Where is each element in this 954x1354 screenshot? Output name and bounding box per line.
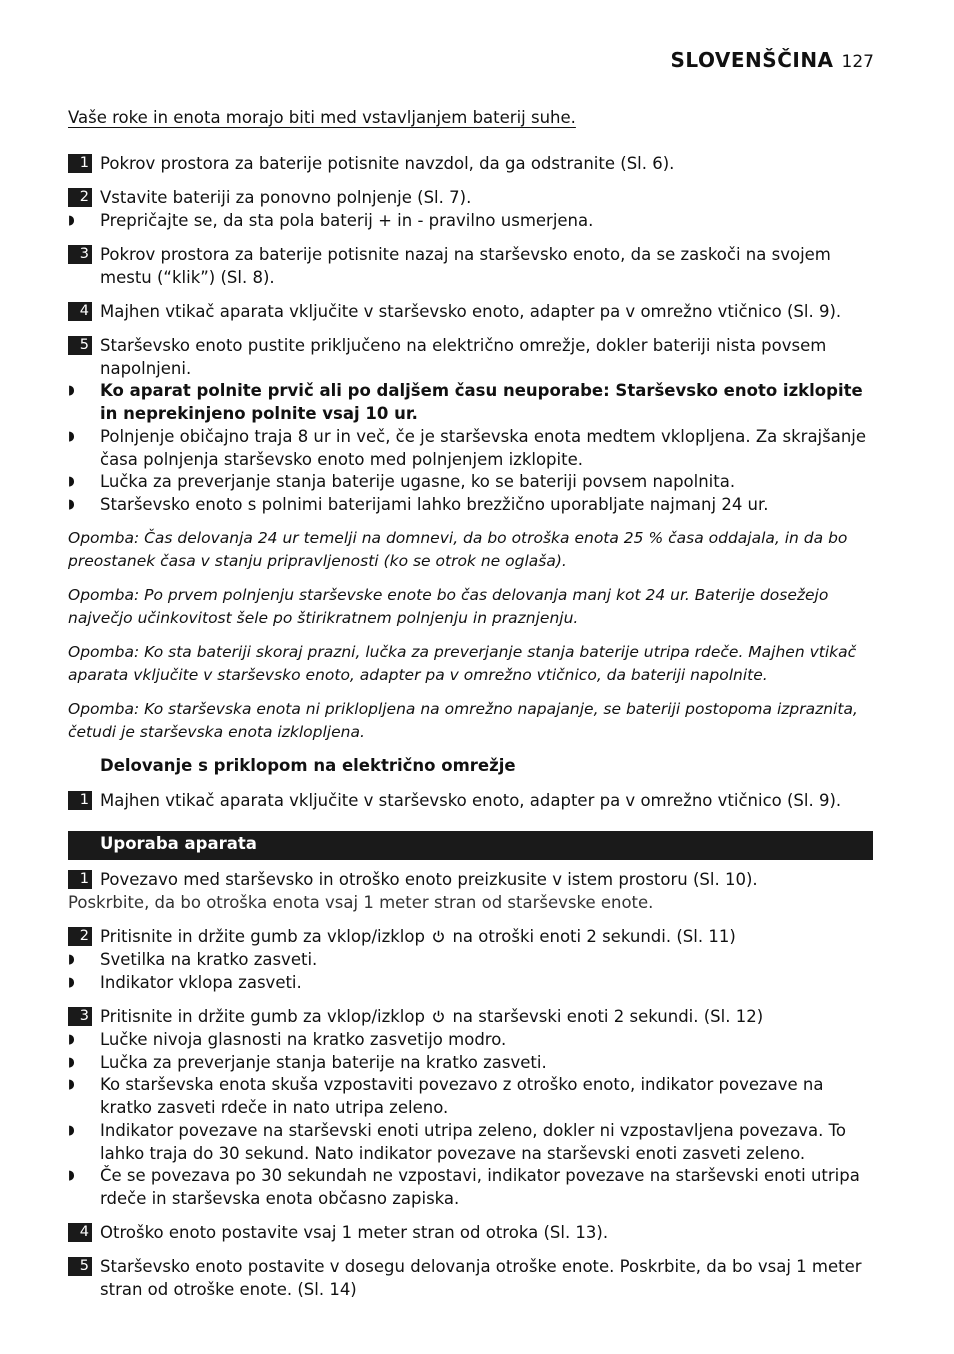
step-text-pre: Pritisnite in držite gumb za vklop/izklop <box>100 927 425 946</box>
list-item <box>68 1119 873 1165</box>
note-line2: aparata vključite v starševsko enoto, adapter pa v omrežno vtičnico, da bateriji napolnite. <box>68 666 768 684</box>
bullet-text-line1: Polnjenje običajno traja 8 ur in več, če je starševska enota medtem vklopljena. Za skrajšanje <box>100 427 867 446</box>
step-number: 4 <box>68 1223 92 1242</box>
bullet-triangle-icon: ◗ <box>68 1123 75 1138</box>
bullet-triangle-icon: ◗ <box>68 1168 75 1183</box>
step-text-line2: stran od otroške enote. (Sl. 14) <box>100 1280 357 1299</box>
list-item <box>68 1073 873 1119</box>
use-step-3 <box>68 1005 873 1028</box>
step-5 <box>68 334 873 380</box>
step-text-line1: Starševsko enoto pustite priključeno na električno omrežje, dokler bateriji nista povsem <box>100 336 827 355</box>
bullet-triangle-icon: ◗ <box>68 383 75 398</box>
step-2 <box>68 186 873 209</box>
bullet-text-line1: Ko starševska enota skuša vzpostaviti povezavo z otroško enoto, indikator povezave na <box>100 1075 824 1094</box>
step-number: 5 <box>68 1257 92 1276</box>
step-text-pre: Pritisnite in držite gumb za vklop/izklop <box>100 1007 425 1026</box>
bullet-text-line2: in neprekinjeno polnite vsaj 10 ur. <box>100 404 418 423</box>
bullet-triangle-icon: ◗ <box>68 497 75 512</box>
list-item <box>68 971 873 994</box>
note-4 <box>68 698 873 744</box>
bullet-triangle-icon: ◗ <box>68 1055 75 1070</box>
bullet-text-line2: lahko traja do 30 sekund. Nato indikator povezave na starševski enoti zasveti zeleno. <box>100 1144 806 1163</box>
mains-step-1 <box>68 789 873 812</box>
step-number: 4 <box>68 302 92 321</box>
step-number: 3 <box>68 1007 92 1026</box>
list-item <box>68 209 873 232</box>
step-text: Pokrov prostora za baterije potisnite navzdol, da ga odstranite (Sl. 6). <box>100 154 675 173</box>
bullet-text: Svetilka na kratko zasveti. <box>100 950 318 969</box>
step-text: Povezavo med starševsko in otroško enoto preizkusite v istem prostoru (Sl. 10). <box>100 870 758 889</box>
note-3 <box>68 641 873 687</box>
step-number: 2 <box>68 927 92 946</box>
list-item <box>68 493 873 516</box>
bullet-text-line1: Indikator povezave na starševski enoti utripa zeleno, dokler ni vzpostavljena povezava. To <box>100 1121 846 1140</box>
note-line2: preostanek časa v stanju pripravljenosti (ko se otrok ne oglaša). <box>68 552 567 570</box>
bullet-triangle-icon: ◗ <box>68 952 75 967</box>
step-text: Majhen vtikač aparata vključite v starševsko enoto, adapter pa v omrežno vtičnico (Sl. 9). <box>100 302 842 321</box>
step-text <box>100 1005 873 1028</box>
bullet-triangle-icon: ◗ <box>68 429 75 444</box>
step-1 <box>68 152 873 175</box>
bullet-text-line2: rdeče in starševska enota občasno zapiska. <box>100 1189 460 1208</box>
use-step-2 <box>68 925 873 948</box>
bullet-text: Lučka za preverjanje stanja baterije ugasne, ko se bateriji povsem napolnita. <box>100 472 736 491</box>
bullet-triangle-icon: ◗ <box>68 1077 75 1092</box>
bullet-text: Lučke nivoja glasnosti na kratko zasvetijo modro. <box>100 1030 507 1049</box>
note-line2: četudi je starševska enota izklopljena. <box>68 723 365 741</box>
list-item <box>68 1028 873 1051</box>
note-line1: Opomba: Ko sta bateriji skoraj prazni, lučka za preverjanje stanja baterije utripa rdeče. Majhen vtikač <box>68 643 857 661</box>
step-text-line1: Starševsko enoto postavite v dosegu delovanja otroške enote. Poskrbite, da bo vsaj 1 meter <box>100 1257 862 1276</box>
use-step-4 <box>68 1221 873 1244</box>
bullet-triangle-icon: ◗ <box>68 213 75 228</box>
note-line2: največjo učinkovitost šele po štirikratnem polnjenju in praznjenju. <box>68 609 579 627</box>
step-number: 1 <box>68 154 92 173</box>
page-number: 127 <box>841 52 874 72</box>
note-line1: Opomba: Po prvem polnjenju starševske enote bo čas delovanja manj kot 24 ur. Baterije dosežejo <box>68 586 829 604</box>
step-text <box>100 925 873 948</box>
section-title: Uporaba aparata <box>100 834 257 853</box>
step-text-line2: napolnjeni. <box>100 359 192 378</box>
step-text-line2: mestu (“klik”) (Sl. 8). <box>100 268 275 287</box>
subheading: Delovanje s priklopom na električno omrežje <box>100 756 516 775</box>
step-text: Majhen vtikač aparata vključite v starševsko enoto, adapter pa v omrežno vtičnico (Sl. 9). <box>100 791 842 810</box>
use-step-1 <box>68 868 873 914</box>
step-text-post: na otroški enoti 2 sekundi. (Sl. 11) <box>452 927 736 946</box>
step-text: Otroško enoto postavite vsaj 1 meter stran od otroka (Sl. 13). <box>100 1223 609 1242</box>
use-step-5 <box>68 1255 873 1301</box>
bullet-text: Prepričajte se, da sta pola baterij + in - pravilno usmerjena. <box>100 211 594 230</box>
bullet-triangle-icon: ◗ <box>68 975 75 990</box>
bullet-text-line2: kratko zasveti rdeče in nato utripa zeleno. <box>100 1098 449 1117</box>
note-1 <box>68 527 873 573</box>
list-item <box>68 948 873 971</box>
list-item <box>68 470 873 493</box>
bullet-text: Lučka za preverjanje stanja baterije na kratko zasveti. <box>100 1053 547 1072</box>
list-item <box>68 379 873 425</box>
list-item <box>68 1051 873 1074</box>
bullet-text: Indikator vklopa zasveti. <box>100 973 302 992</box>
bullet-triangle-icon: ◗ <box>68 1032 75 1047</box>
list-item <box>68 1164 873 1210</box>
note-line1: Opomba: Ko starševska enota ni priklopljena na omrežno napajanje, se bateriji postopoma izpraznita, <box>68 700 858 718</box>
step-number: 1 <box>68 870 92 889</box>
bullet-text-line1: Ko aparat polnite prvič ali po daljšem času neuporabe: Starševsko enoto izklopite <box>100 381 863 400</box>
power-icon <box>432 930 445 943</box>
step-text: Vstavite bateriji za ponovno polnjenje (Sl. 7). <box>100 188 472 207</box>
note-line1: Opomba: Čas delovanja 24 ur temelji na domnevi, da bo otroška enota 25 % časa oddajala, in da bo <box>68 529 848 547</box>
language-title: SLOVENŠČINA <box>670 48 834 72</box>
bullet-triangle-icon: ◗ <box>68 474 75 489</box>
step-subtext: Poskrbite, da bo otroška enota vsaj 1 meter stran od starševske enote. <box>68 893 654 912</box>
power-icon <box>432 1010 445 1023</box>
step-number: 3 <box>68 245 92 264</box>
page-header <box>671 48 874 72</box>
step-4 <box>68 300 873 323</box>
step-text-line1: Pokrov prostora za baterije potisnite nazaj na starševsko enoto, da se zaskoči na svojem <box>100 245 831 264</box>
intro-note: Vaše roke in enota morajo biti med vstavljanjem baterij suhe. <box>68 108 576 127</box>
list-item <box>68 425 873 471</box>
step-number: 1 <box>68 791 92 810</box>
step-number: 5 <box>68 336 92 355</box>
bullet-text-line2: časa polnjenja starševsko enoto med polnjenjem izklopite. <box>100 450 583 469</box>
section-header <box>68 831 873 860</box>
step-3 <box>68 243 873 289</box>
bullet-text-line1: Če se povezava po 30 sekundah ne vzpostavi, indikator povezave na starševski enoti utripa <box>100 1166 860 1185</box>
note-2 <box>68 584 873 630</box>
bullet-text: Starševsko enoto s polnimi baterijami lahko brezžično uporabljate najmanj 24 ur. <box>100 495 769 514</box>
step-text-post: na starševski enoti 2 sekundi. (Sl. 12) <box>452 1007 764 1026</box>
step-number: 2 <box>68 188 92 207</box>
